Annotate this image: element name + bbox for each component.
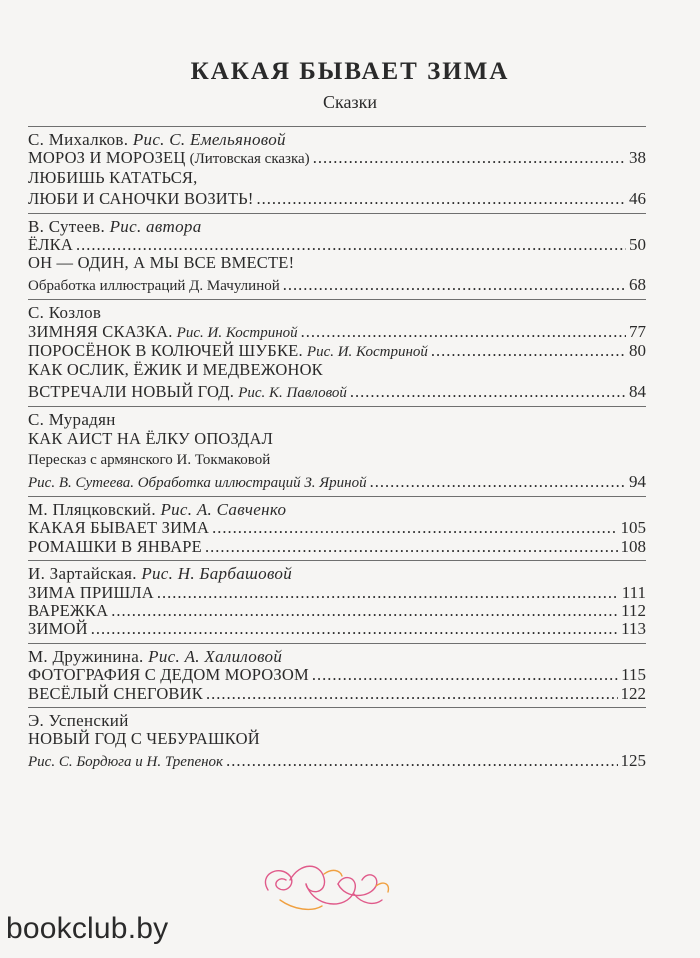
entry-title: Рис. С. Бордюга и Н. Трепенок xyxy=(28,753,224,770)
author-line xyxy=(28,501,646,519)
entry-title: ЗИМНЯЯ СКАЗКА. xyxy=(28,321,173,341)
page-number: 111 xyxy=(621,582,646,602)
toc-section xyxy=(28,560,646,643)
toc-entry[interactable] xyxy=(28,584,646,602)
entry-title: ВСТРЕЧАЛИ НОВЫЙ ГОД. xyxy=(28,381,235,401)
author-name: М. Дружинина. xyxy=(28,646,144,666)
leader-dots xyxy=(76,236,626,254)
author-line xyxy=(28,411,646,429)
page-number: 108 xyxy=(620,536,646,556)
leader-dots xyxy=(431,342,626,360)
toc-entry[interactable] xyxy=(28,149,646,168)
leader-dots xyxy=(370,473,626,491)
author-line xyxy=(28,565,646,583)
entry-title: КАК АИСТ НА ЁЛКУ ОПОЗДАЛ xyxy=(28,428,273,448)
illustrator: Рис. С. Емельяновой xyxy=(132,130,286,149)
toc-entry[interactable] xyxy=(28,254,646,272)
entry-title: КАК ОСЛИК, ЁЖИК И МЕДВЕЖОНОК xyxy=(28,360,323,380)
toc-entry[interactable] xyxy=(28,602,646,620)
page-number: 68 xyxy=(629,274,646,294)
page-number: 38 xyxy=(629,148,646,168)
page-number: 122 xyxy=(620,683,646,703)
toc-entry[interactable] xyxy=(28,383,646,402)
entry-title: Рис. В. Сутеева. Обработка иллюстраций З. Яриной xyxy=(28,474,367,491)
toc-entry[interactable] xyxy=(28,685,646,703)
author-name: С. Козлов xyxy=(28,303,102,323)
leader-dots xyxy=(205,538,618,556)
watermark: bookclub.by xyxy=(6,912,169,945)
leader-dots xyxy=(91,620,618,638)
page-number: 50 xyxy=(629,235,646,255)
author-name: И. Зартайская. xyxy=(28,564,137,584)
toc-entry[interactable] xyxy=(28,451,646,469)
entry-title: ЁЛКА xyxy=(28,235,73,255)
toc-entry[interactable] xyxy=(28,169,646,187)
entry-title: ПОРОСЁНОК В КОЛЮЧЕЙ ШУБКЕ. xyxy=(28,341,303,361)
toc-section xyxy=(28,496,646,560)
author-line xyxy=(28,131,646,149)
leader-dots xyxy=(212,519,617,537)
toc-entry[interactable] xyxy=(28,236,646,254)
toc-entry[interactable] xyxy=(28,190,646,208)
toc-entry[interactable] xyxy=(28,430,646,448)
leader-dots xyxy=(301,323,626,341)
page-number: 113 xyxy=(621,619,646,639)
entry-title: ЗИМА ПРИШЛА xyxy=(28,582,154,602)
leader-dots xyxy=(283,276,626,294)
leader-dots xyxy=(350,383,626,401)
entry-note: Рис. И. Костриной xyxy=(176,324,298,341)
toc-entry[interactable] xyxy=(28,276,646,295)
page-subtitle: Сказки xyxy=(323,92,377,112)
leader-dots xyxy=(157,584,619,602)
author-line xyxy=(28,304,646,322)
illustrator: Рис. автора xyxy=(109,216,202,236)
leader-dots xyxy=(206,685,618,703)
entry-title: ФОТОГРАФИЯ С ДЕДОМ МОРОЗОМ xyxy=(28,665,309,685)
leader-dots xyxy=(226,752,617,770)
toc-entry[interactable] xyxy=(28,342,646,361)
author-line xyxy=(28,648,646,666)
toc-entry[interactable] xyxy=(28,620,646,638)
toc-section xyxy=(28,213,646,300)
table-of-contents xyxy=(28,126,646,775)
page-number: 125 xyxy=(620,750,646,770)
toc-entry[interactable] xyxy=(28,361,646,379)
entry-note: (Литовская сказка) xyxy=(189,151,310,168)
entry-title: РОМАШКИ В ЯНВАРЕ xyxy=(28,536,202,556)
leader-dots xyxy=(313,149,626,167)
toc-section xyxy=(28,126,646,213)
decorative-flourish-icon xyxy=(250,850,400,930)
author-name: С. Мурадян xyxy=(28,410,116,430)
page-number: 105 xyxy=(620,518,646,538)
author-name: С. Михалков. xyxy=(28,130,129,149)
illustrator: Рис. А. Савченко xyxy=(160,499,287,519)
toc-entry[interactable] xyxy=(28,538,646,556)
entry-title: ЗИМОЙ xyxy=(28,619,88,639)
toc-entry[interactable] xyxy=(28,752,646,771)
leader-dots xyxy=(312,666,618,684)
toc-section xyxy=(28,406,646,496)
entry-title: МОРОЗ И МОРОЗЕЦ xyxy=(28,148,186,168)
page-number: 80 xyxy=(629,341,646,361)
author-name: М. Пляцковский. xyxy=(28,499,156,519)
author-name: Э. Успенский xyxy=(28,710,129,730)
toc-section xyxy=(28,707,646,775)
author-line xyxy=(28,712,646,730)
entry-title: ЛЮБИШЬ КАТАТЬСЯ, xyxy=(28,167,198,187)
leader-dots xyxy=(111,602,618,620)
entry-title: КАКАЯ БЫВАЕТ ЗИМА xyxy=(28,518,210,538)
leader-dots xyxy=(257,190,626,208)
page-number: 77 xyxy=(629,321,646,341)
entry-note: Рис. И. Костриной xyxy=(306,344,428,361)
author-line xyxy=(28,218,646,236)
page-number: 94 xyxy=(629,471,646,491)
page-number: 115 xyxy=(621,665,646,685)
entry-title: ЛЮБИ И САНОЧКИ ВОЗИТЬ! xyxy=(28,189,254,209)
entry-title: Обработка иллюстраций Д. Мачулиной xyxy=(28,277,280,294)
entry-title: ОН — ОДИН, А МЫ ВСЕ ВМЕСТЕ! xyxy=(28,253,295,273)
page-title: КАКАЯ БЫВАЕТ ЗИМА xyxy=(190,58,510,85)
toc-entry[interactable] xyxy=(28,519,646,537)
toc-entry[interactable] xyxy=(28,473,646,492)
entry-title: НОВЫЙ ГОД С ЧЕБУРАШКОЙ xyxy=(28,729,260,749)
entry-title: ВАРЕЖКА xyxy=(28,600,109,620)
illustrator: Рис. А. Халиловой xyxy=(148,646,283,666)
entry-title: Пересказ с армянского И. Токмаковой xyxy=(28,452,271,469)
page-number: 112 xyxy=(621,600,646,620)
author-name: В. Сутеев. xyxy=(28,216,106,236)
page-number: 46 xyxy=(629,189,646,209)
entry-title: ВЕСЁЛЫЙ СНЕГОВИК xyxy=(28,683,203,703)
illustrator: Рис. Н. Барбашовой xyxy=(141,564,292,584)
toc-section xyxy=(28,643,646,707)
toc-entry[interactable] xyxy=(28,730,646,748)
toc-section xyxy=(28,299,646,406)
toc-entry[interactable] xyxy=(28,323,646,342)
entry-note: Рис. К. Павловой xyxy=(238,384,347,401)
page-number: 84 xyxy=(629,381,646,401)
toc-entry[interactable] xyxy=(28,666,646,684)
